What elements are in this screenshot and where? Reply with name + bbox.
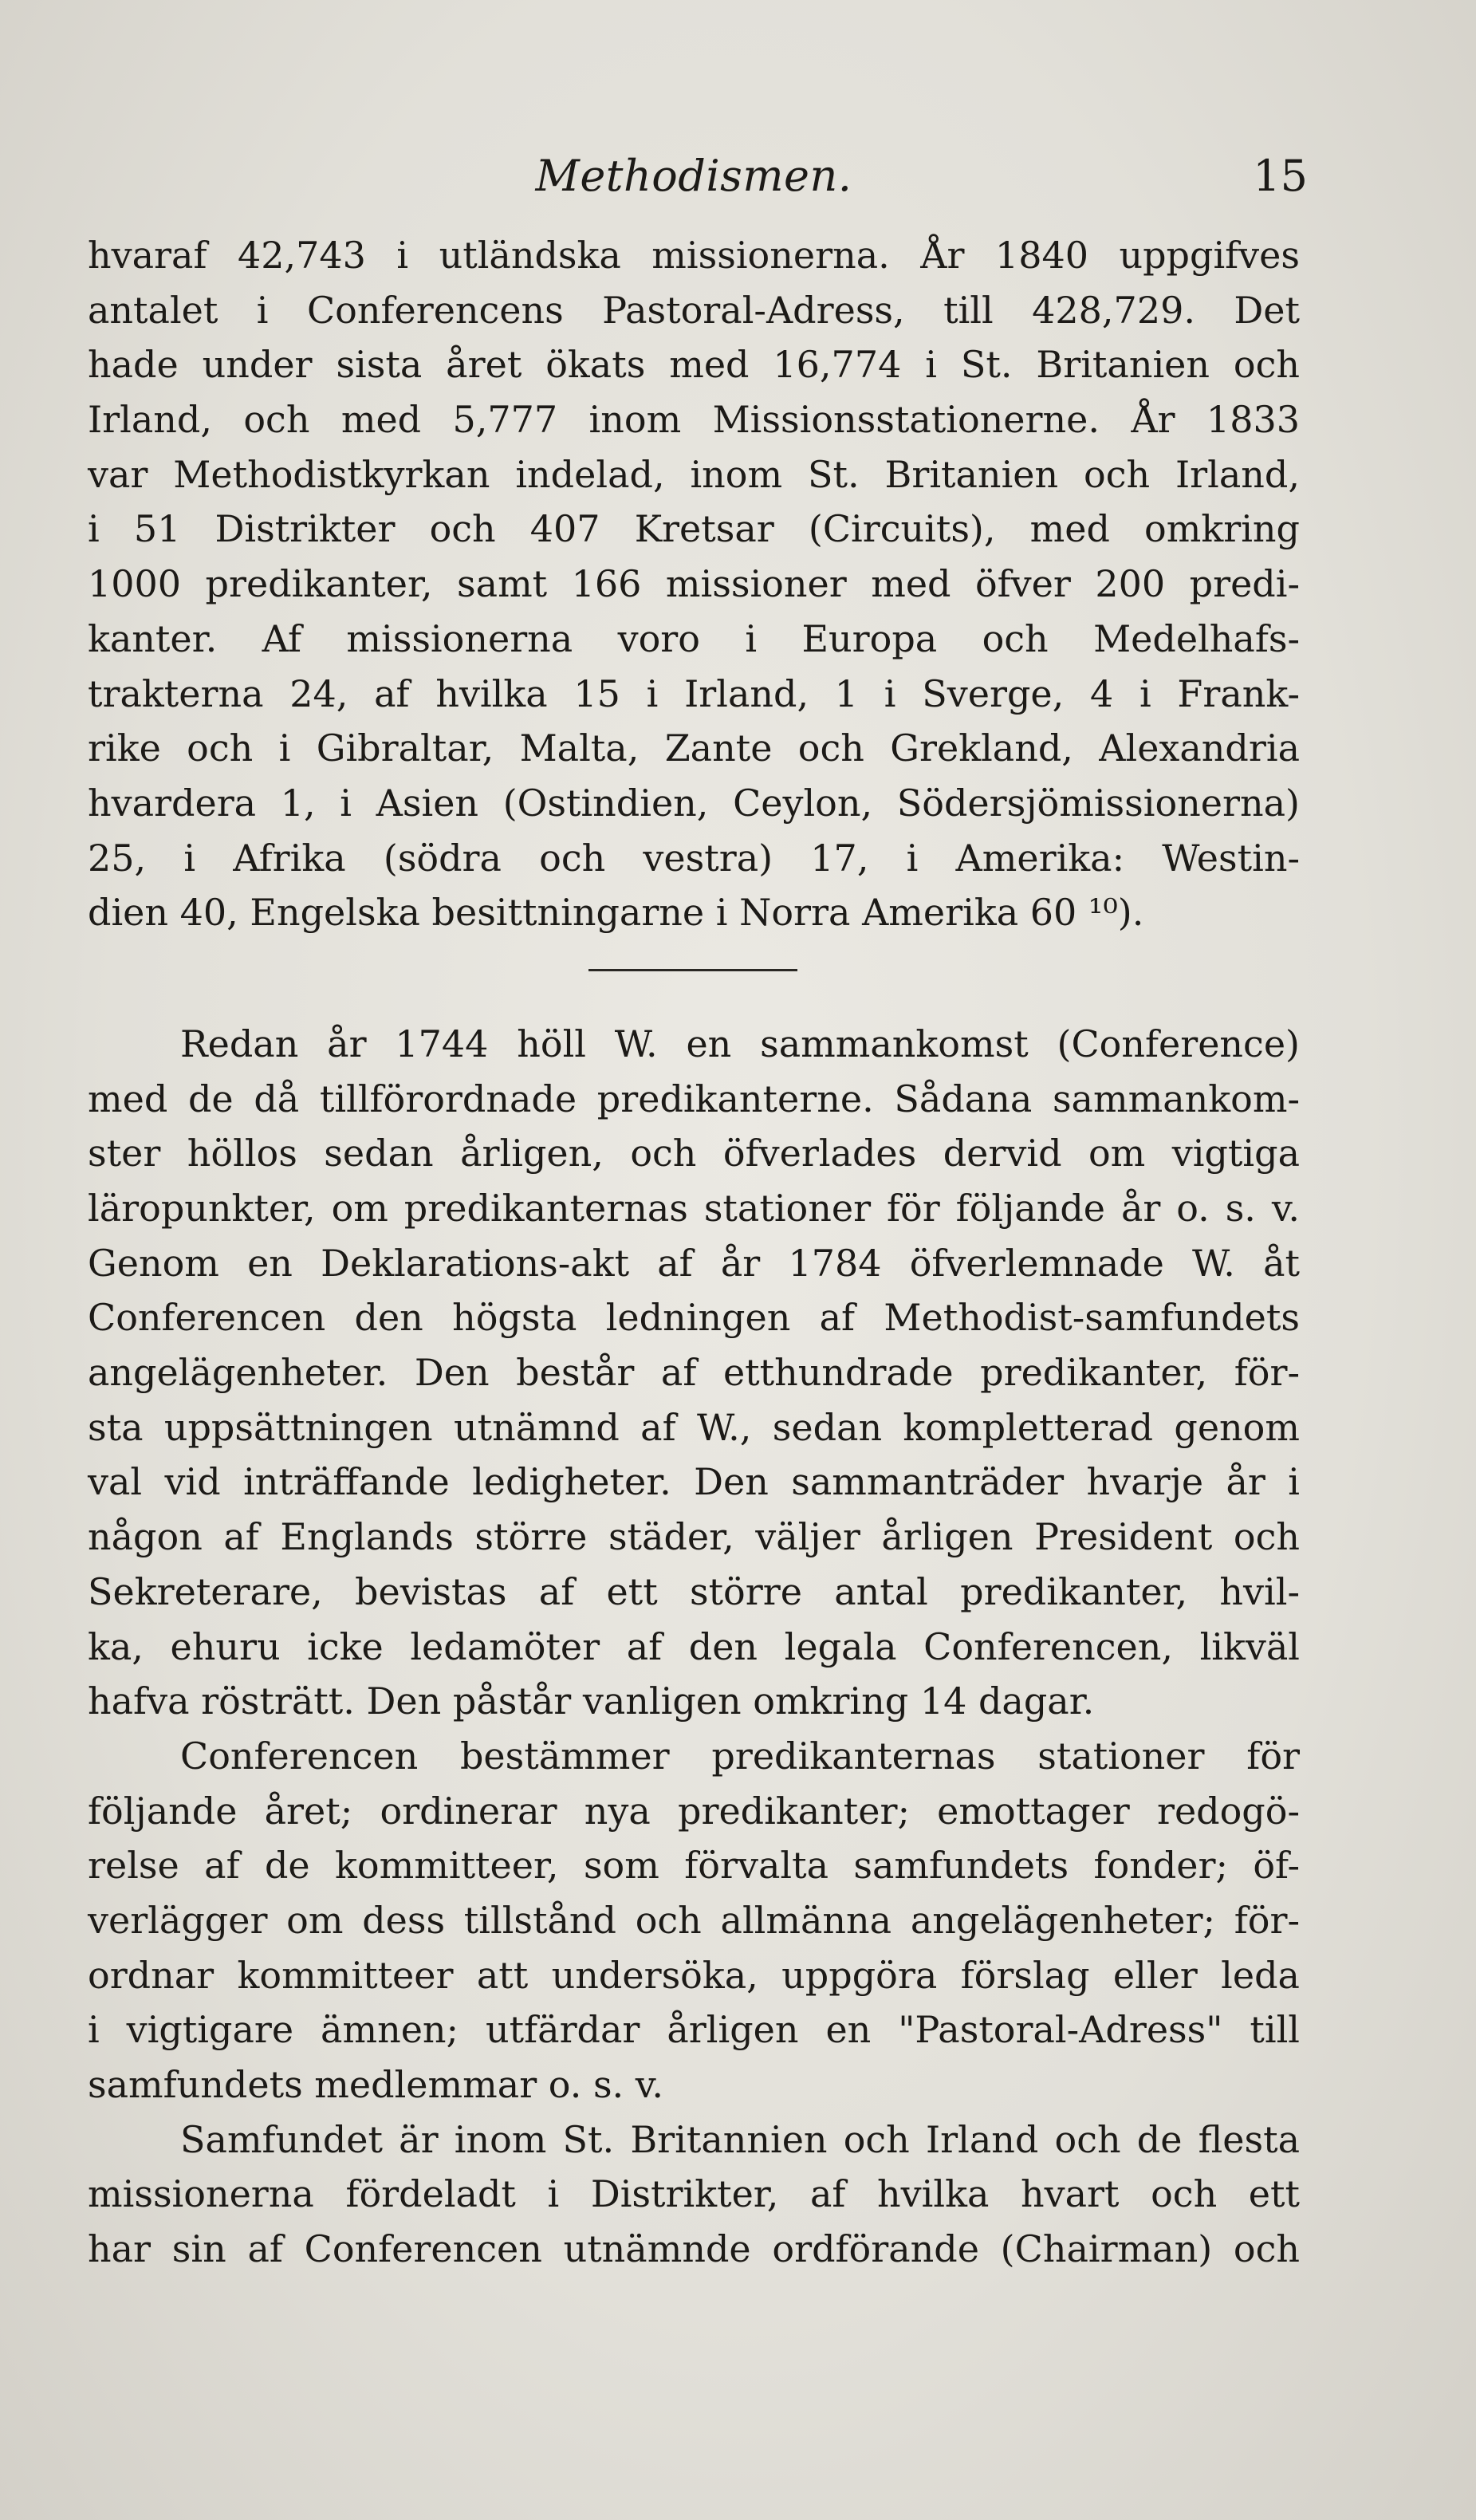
text-line: Irland, och med 5,777 inom Missionsstationerne. År 1833 (88, 398, 1300, 442)
text-line: sta uppsättningen utnämnd af W., sedan kompletterad genom (88, 1405, 1300, 1449)
text-line: i 51 Distrikter och 407 Kretsar (Circuits), med omkring (88, 507, 1300, 551)
page-header (88, 140, 1308, 212)
text-line: verlägger om dess tillstånd och allmänna angelägenheter; för- (88, 1898, 1300, 1942)
text-line: kanter. Af missionerna voro i Europa och Medelhafs- (88, 616, 1300, 660)
paragraph-duties (88, 1729, 1300, 2112)
text-line: missionerna fördeladt i Distrikter, af hvilka hvart och ett (88, 2172, 1300, 2216)
text-line: angelägenheter. Den består af etthundrade predikanter, för- (88, 1351, 1300, 1395)
text-line: Conferencen bestämmer predikanternas stationer för (180, 1734, 1300, 1778)
paragraph-conference (88, 1017, 1300, 1729)
paragraph-districts (88, 2112, 1300, 2277)
text-line: med de då tillförordnade predikanterne. Sådana sammankom- (88, 1077, 1300, 1120)
text-line: dien 40, Engelska besittningarne i Norra Amerika 60 ¹⁰). (88, 891, 1144, 935)
text-line: i vigtigare ämnen; utfärdar årligen en "Pastoral-Adress" till (88, 2008, 1300, 2052)
section-divider (88, 940, 1300, 1017)
text-line: hafva rösträtt. Den påstår vanligen omkring 14 dagar. (88, 1679, 1095, 1723)
text-line: har sin af Conferencen utnämnde ordförande (Chairman) och (88, 2227, 1300, 2271)
text-line: relse af de kommitteer, som förvalta samfundets fonder; öf- (88, 1844, 1300, 1888)
text-line: samfundets medlemmar o. s. v. (88, 2063, 663, 2106)
page-number: 15 (1253, 151, 1308, 201)
text-line: hade under sista året ökats med 16,774 i St. Britanien och (88, 343, 1300, 387)
body-text (88, 228, 1300, 2277)
text-line: ordnar kommitteer att undersöka, uppgöra förslag eller leda (88, 1953, 1300, 1997)
text-line: Redan år 1744 höll W. en sammankomst (Conference) (180, 1022, 1300, 1065)
text-line: hvardera 1, i Asien (Ostindien, Ceylon, Södersjömissionerna) (88, 781, 1300, 825)
text-line: val vid inträffande ledigheter. Den sammanträder hvarje år i (88, 1460, 1300, 1504)
text-line: ster höllos sedan årligen, och öfverlades dervid om vigtiga (88, 1132, 1300, 1175)
text-line: 25, i Afrika (södra och vestra) 17, i Amerika: Westin- (88, 836, 1300, 880)
paragraph-statistics (88, 228, 1300, 940)
text-line: läropunkter, om predikanternas stationer för följande år o. s. v. (88, 1187, 1300, 1230)
text-line: 1000 predikanter, samt 166 missioner med öfver 200 predi- (88, 562, 1300, 606)
text-line: antalet i Conferencens Pastoral-Adress, till 428,729. Det (88, 288, 1300, 332)
text-line: någon af Englands större städer, väljer årligen President och (88, 1515, 1300, 1559)
text-line: Conferencen den högsta ledningen af Methodist-samfundets (88, 1296, 1300, 1340)
text-line: trakterna 24, af hvilka 15 i Irland, 1 i Sverge, 4 i Frank- (88, 671, 1300, 715)
text-line: rike och i Gibraltar, Malta, Zante och Grekland, Alexandria (88, 726, 1300, 770)
text-line: följande året; ordinerar nya predikanter; emottager redogö- (88, 1789, 1300, 1833)
text-line: Sekreterare, bevistas af ett större antal predikanter, hvil- (88, 1569, 1300, 1613)
text-line: ka, ehuru icke ledamöter af den legala Conferencen, likväl (88, 1624, 1300, 1668)
text-line: Samfundet är inom St. Britannien och Irland och de flesta (180, 2117, 1300, 2161)
running-title: Methodismen. (535, 151, 852, 201)
text-line: var Methodistkyrkan indelad, inom St. Britanien och Irland, (88, 452, 1300, 496)
divider-rule (588, 969, 797, 971)
text-line: Genom en Deklarations-akt af år 1784 öfverlemnade W. åt (88, 1241, 1300, 1285)
text-line: hvaraf 42,743 i utländska missionerna. År 1840 uppgifves (88, 234, 1300, 277)
